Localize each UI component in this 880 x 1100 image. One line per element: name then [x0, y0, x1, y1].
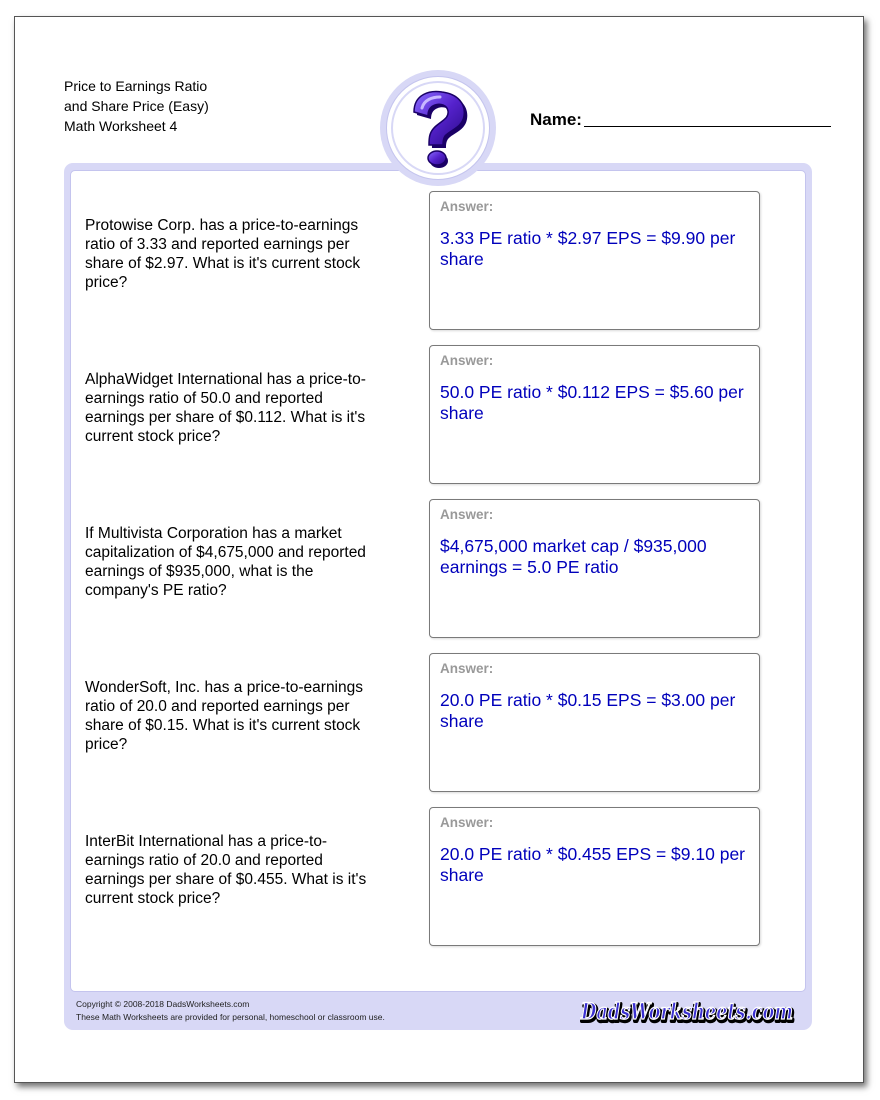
title-line-1: Price to Earnings Ratio [64, 78, 208, 94]
worksheet-title [64, 76, 209, 136]
question-mark-icon [398, 84, 478, 174]
usage-notice: These Math Worksheets are provided for personal, homeschool or classroom use. [76, 1012, 385, 1022]
answer-box[interactable] [429, 653, 760, 792]
question-text: WonderSoft, Inc. has a price-to-earnings ratio of 20.0 and reported earnings per share of $0.15. What is it's current stock price? [85, 679, 363, 753]
answer-box[interactable] [429, 345, 760, 484]
question-text: AlphaWidget International has a price-to-earnings ratio of 50.0 and reported earnings per share of $0.112. What is it's current stock price? [85, 371, 366, 445]
answer-box[interactable] [429, 191, 760, 330]
title-line-2: and Share Price (Easy) [64, 98, 209, 114]
answer-label: Answer: [440, 661, 494, 676]
name-label: Name: [530, 110, 582, 129]
answer-label: Answer: [440, 199, 494, 214]
answer-text: 20.0 PE ratio * $0.455 EPS = $9.10 per share [440, 844, 746, 885]
title-line-3: Math Worksheet 4 [64, 118, 178, 134]
dadsworksheets-logo[interactable] [577, 994, 799, 1028]
question-text: InterBit International has a price-to-earnings ratio of 20.0 and reported earnings per share of $0.455. What is it's current stock price? [85, 833, 367, 907]
question-text: Protowise Corp. has a price-to-earnings ratio of 3.33 and reported earnings per share of $2.97. What is it's current stock price? [85, 217, 361, 291]
brand-logo-text: DadsWorksheets.com [580, 999, 793, 1025]
answer-text: 3.33 PE ratio * $2.97 EPS = $9.90 per share [440, 228, 736, 269]
footer-copyright-block [76, 998, 385, 1024]
question-text: If Multivista Corporation has a market capitalization of $4,675,000 and reported earnings of $935,000, what is the company's PE ratio? [85, 525, 366, 599]
answer-label: Answer: [440, 353, 494, 368]
copyright-text: Copyright © 2008-2018 DadsWorksheets.com [76, 999, 250, 1009]
answer-text: 50.0 PE ratio * $0.112 EPS = $5.60 per share [440, 382, 744, 423]
answer-box[interactable] [429, 807, 760, 946]
answer-label: Answer: [440, 815, 494, 830]
answer-box[interactable] [429, 499, 760, 638]
brand-logo-shadow: DadsWorksheets.com [581, 1001, 794, 1027]
name-blank-line [584, 126, 831, 127]
answer-text: 20.0 PE ratio * $0.15 EPS = $3.00 per share [440, 690, 736, 731]
answer-label: Answer: [440, 507, 494, 522]
answer-text: $4,675,000 market cap / $935,000 earnings = 5.0 PE ratio [440, 536, 707, 577]
